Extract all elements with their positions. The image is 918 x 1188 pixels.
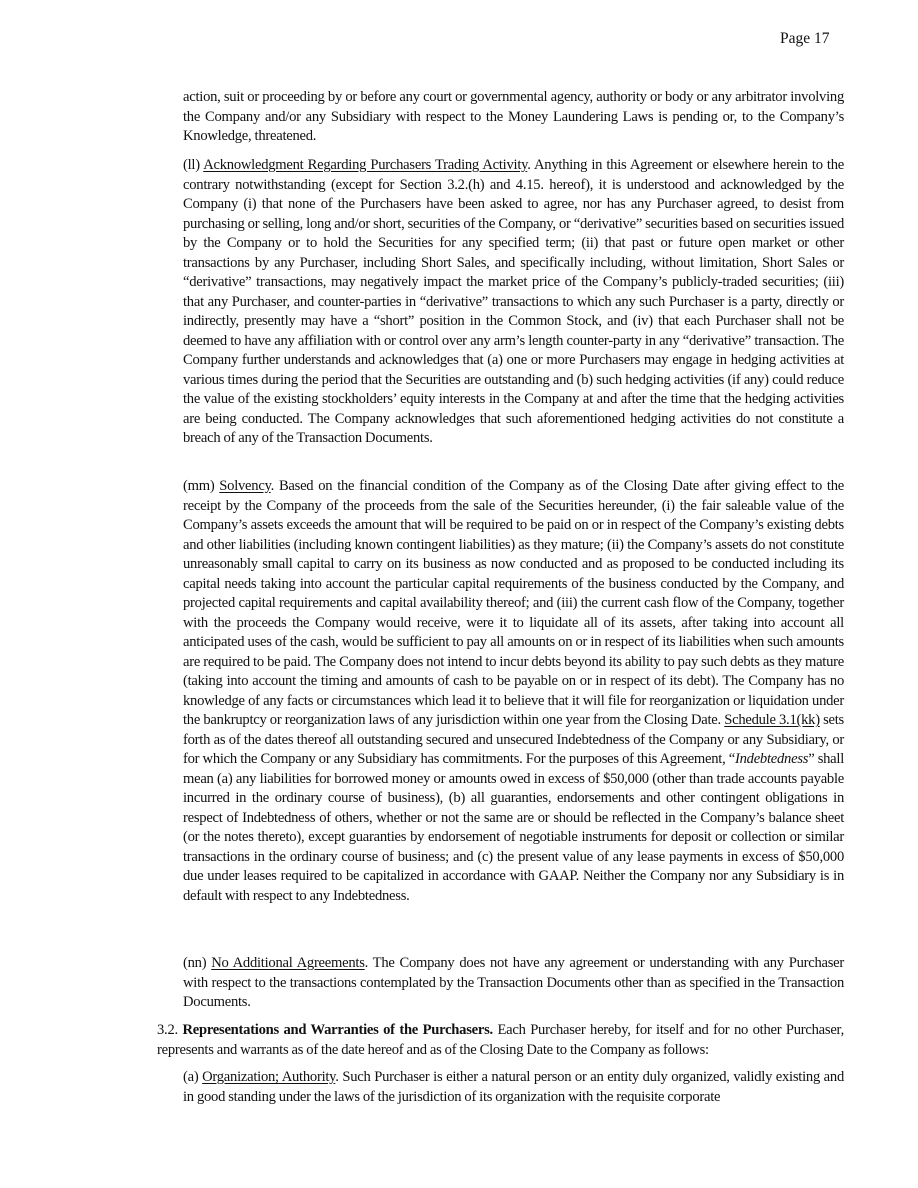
paragraph-nn-no-additional-agreements	[183, 954, 844, 1013]
paragraph-carryover	[183, 88, 844, 147]
clause-label: (a)	[183, 1069, 203, 1085]
paragraph-text: sets forth as of the dates thereof all outstanding secured and unsecured Indebtedness of the Company or any Subsidiary, or for which the Company or any Subsidiary has commitments. For the purposes of this Agreement, “	[183, 712, 844, 767]
paragraph-text: ” shall mean (a) any liabilities for borrowed money or amounts owed in excess of $50,000 (other than trade accounts payable incurred in the ordinary course of business), (b) all guaranties, endorsements and other contingent obligations in respect of Indebtedness of others, whether or not the same are or should be reflected in the Company’s balance sheet (or the notes thereto), except guaranties by endorsement of negotiable instruments for deposit or collection or similar transactions in the ordinary course of business; and (c) the present value of any lease payments in excess of $50,000 due under leases required to be capitalized in accordance with GAAP. Neither the Company nor any Subsidiary is in default with respect to any Indebtedness.	[183, 751, 845, 904]
paragraph-text: Each Purchaser hereby, for itself and for no other Purchaser, represents and warrants as of the date hereof and as of the Closing Date to the Company as follows:	[157, 1022, 844, 1058]
clause-label: (ll)	[183, 157, 204, 173]
section-heading: Representations and Warranties of the Purchasers.	[182, 1022, 493, 1038]
paragraph-text: . Based on the financial condition of the Company as of the Closing Date after giving effect to the receipt by the Company of the proceeds from the sale of the Securities hereunder, (i) the fair saleable value of the Company’s assets exceeds the amount that will be required to be paid on or in respect of the Company’s existing debts and other liabilities (including known contingent liabilities) as they mature; (ii) the Company’s assets do not constitute unreasonably small capital to carry on its business as now conducted and as proposed to be conducted including its capital needs taking into account the particular capital requirements of the business conducted by the Company, and projected capital requirements and capital availability thereof; and (iii) the current cash flow of the Company, together with the proceeds the Company would receive, were it to liquidate all of its assets, after taking into account all anticipated uses of the cash, would be sufficient to pay all amounts on or in respect of its liabilities when such amounts are required to be paid. The Company does not intend to incur debts beyond its ability to pay such debts as they mature (taking into account the timing and amounts of cash to be payable on or in respect of its debt). The Company has no knowledge of any facts or circumstances which lead it to believe that it will file for reorganization or liquidation under the bankruptcy or reorganization laws of any jurisdiction within one year from the Closing Date.	[183, 478, 844, 728]
defined-term: Indebtedness	[735, 751, 809, 767]
paragraph-text: . Anything in this Agreement or elsewhere herein to the contrary notwithstanding (except for Section 3.2.(h) and 4.15. hereof), it is understood and acknowledged by the Company (i) that none of the Purchasers have been asked to agree, nor has any Purchaser agreed, to desist from purchasing or selling, long and/or short, securities of the Company, or “derivative” securities based on securities issued by the Company or to hold the Securities for any specified term; (ii) that past or future open market or other transactions by any Purchaser, including Short Sales, and specifically including, without limitation, Short Sales or “derivative” transactions, may negatively impact the market price of the Company’s publicly-traded securities; (iii) that any Purchaser, and counter-parties in “derivative” transactions to which any such Purchaser is a party, directly or indirectly, presently may have a “short” position in the Common Stock, and (iv) that each Purchaser shall not be deemed to have any affiliation with or control over any arm’s length counter-party in any “derivative” transaction. The Company further understands and acknowledges that (a) one or more Purchasers may engage in hedging activities at various times during the period that the Securities are outstanding and (b) such hedging activities (if any) could reduce the value of the existing stockholders’ equity interests in the Company at and after the time that the hedging activities are being conducted. The Company acknowledges that such aforementioned hedging activities do not constitute a breach of any of the Transaction Documents.	[183, 157, 845, 446]
paragraph-text: . The Company does not have any agreement or understanding with any Purchaser with respect to the transactions contemplated by the Transaction Documents other than as specified in the Transaction Documents.	[183, 955, 844, 1010]
section-3-2-representations	[157, 1021, 844, 1060]
section-number: 3.2.	[157, 1022, 183, 1038]
clause-heading: Solvency	[219, 478, 271, 494]
clause-label: (mm)	[183, 478, 220, 494]
paragraph-text: action, suit or proceeding by or before any court or governmental agency, authority or body or any arbitrator involving the Company and/or any Subsidiary with respect to the Money Laundering Laws is pending or, to the Company’s Knowledge, threatened.	[183, 89, 844, 144]
paragraph-text: . Such Purchaser is either a natural person or an entity duly organized, validly existing and in good standing under the laws of the jurisdiction of its organization with the requisite corporate	[183, 1069, 844, 1105]
page-number: Page 17	[780, 30, 830, 47]
paragraph-mm-solvency	[183, 477, 844, 906]
clause-heading: Organization; Authority	[202, 1069, 336, 1085]
clause-label: (nn)	[183, 955, 212, 971]
paragraph-a-organization-authority	[183, 1068, 844, 1107]
clause-heading: Acknowledgment Regarding Purchasers Trading Activity	[203, 157, 528, 173]
clause-heading: No Additional Agreements	[211, 955, 365, 971]
paragraph-ll-trading-activity	[183, 156, 844, 449]
schedule-reference: Schedule 3.1(kk)	[724, 712, 820, 728]
